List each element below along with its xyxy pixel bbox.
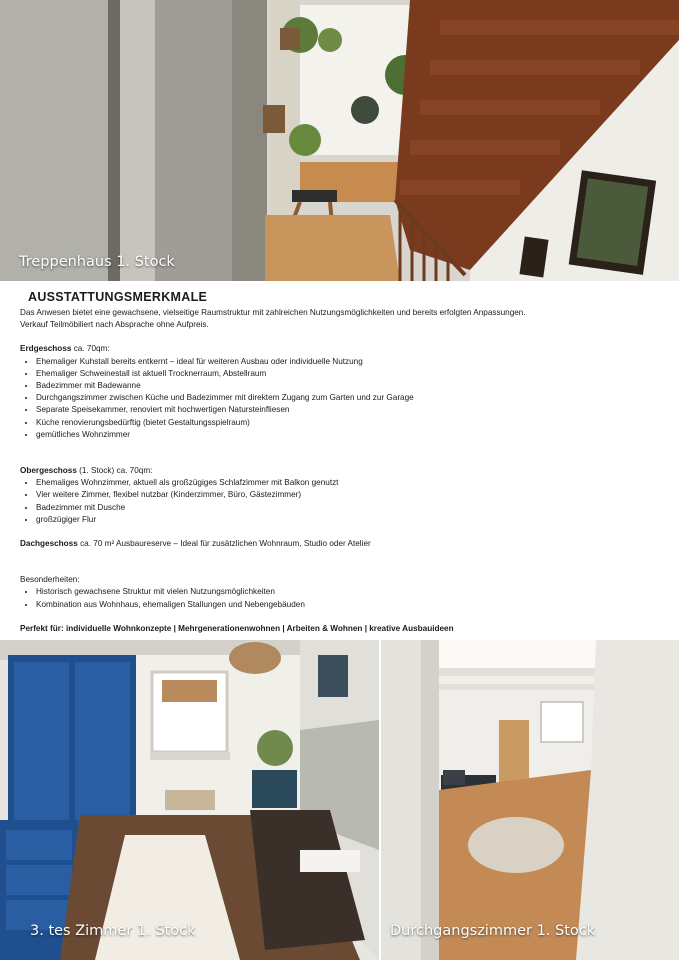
erdgeschoss-label: Erdgeschoss xyxy=(20,344,72,354)
besonderheiten-list xyxy=(20,586,660,610)
intro-line-1: Das Anwesen bietet eine gewachsene, vielseitige Raumstruktur mit zahlreichen Nutzungsmöglichkeiten und bereits erfolgten Anpassungen. xyxy=(20,308,526,317)
besonderheiten-title: Besonderheiten: xyxy=(20,575,80,585)
list-item: • Ehemaliges Wohnzimmer, aktuell als großzügiges Schlafzimmer mit Balkon genutzt xyxy=(36,477,660,489)
caption-treppenhaus: Treppenhaus 1. Stock xyxy=(19,254,175,270)
list-item: • gemütliches Wohnzimmer xyxy=(36,429,660,441)
list-item: • Kombination aus Wohnhaus, ehemaligen Stallungen und Nebengebäuden xyxy=(36,599,660,611)
obergeschoss-suffix: (1. Stock) ca. 70qm: xyxy=(76,466,153,476)
erdgeschoss-list xyxy=(20,356,660,441)
obergeschoss-label: Obergeschoss xyxy=(20,466,77,476)
list-item: • Ehemaliger Kuhstall bereits entkernt – ideal für weiteren Ausbau oder individuelle Nutzung xyxy=(36,356,660,368)
obergeschoss-title xyxy=(20,465,660,477)
caption-durchgangszimmer: Durchgangszimmer 1. Stock xyxy=(390,923,596,939)
photo-durchgangszimmer xyxy=(381,640,679,960)
list-item: • Küche renovierungsbedürftig (bietet Gestaltungsspielraum) xyxy=(36,417,660,429)
photo-treppenhaus xyxy=(0,0,679,281)
list-item: • Badezimmer mit Badewanne xyxy=(36,380,660,392)
erdgeschoss-title xyxy=(20,343,660,355)
staircase-photo-illustration xyxy=(0,0,679,281)
intro-line-2: Verkauf Teilmöbiliert nach Absprache ohne Aufpreis. xyxy=(20,320,209,330)
list-item: • Historisch gewachsene Struktur mit vielen Nutzungsmöglichkeiten xyxy=(36,586,660,598)
obergeschoss-list xyxy=(20,477,660,526)
dachgeschoss-line xyxy=(20,538,660,550)
room-photo-illustration xyxy=(0,640,379,960)
living-photo-illustration xyxy=(381,640,679,960)
list-item: • Vier weitere Zimmer, flexibel nutzbar (Kinderzimmer, Büro, Gästezimmer) xyxy=(36,489,660,501)
list-item: • großzügiger Flur xyxy=(36,514,660,526)
erdgeschoss-suffix: ca. 70qm: xyxy=(71,344,110,354)
photo-drittes-zimmer xyxy=(0,640,379,960)
section-heading: AUSSTATTUNGSMERKMALE xyxy=(28,290,208,304)
features-section xyxy=(20,290,660,635)
perfekt-text: Perfekt für: individuelle Wohnkonzepte | Mehrgenerationenwohnen | Arbeiten & Wohnen | kreative Ausbauideen xyxy=(20,623,454,633)
list-item: • Badezimmer mit Dusche xyxy=(36,502,660,514)
dachgeschoss-label: Dachgeschoss xyxy=(20,539,78,549)
dachgeschoss-suffix: ca. 70 m² Ausbaureserve – Ideal für zusätzlichen Wohnraum, Studio oder Atelier xyxy=(77,539,371,549)
list-item: • Durchgangszimmer zwischen Küche und Badezimmer mit direktem Zugang zum Garten und zur Garage xyxy=(36,392,660,404)
list-item: • Separate Speisekammer, renoviert mit hochwertigen Natursteinfliesen xyxy=(36,404,660,416)
list-item: • Ehemaliger Schweinestall ist aktuell Trocknerraum, Abstellraum xyxy=(36,368,660,380)
caption-drittes-zimmer: 3. tes Zimmer 1. Stock xyxy=(30,923,196,939)
perfekt-line xyxy=(20,623,660,635)
